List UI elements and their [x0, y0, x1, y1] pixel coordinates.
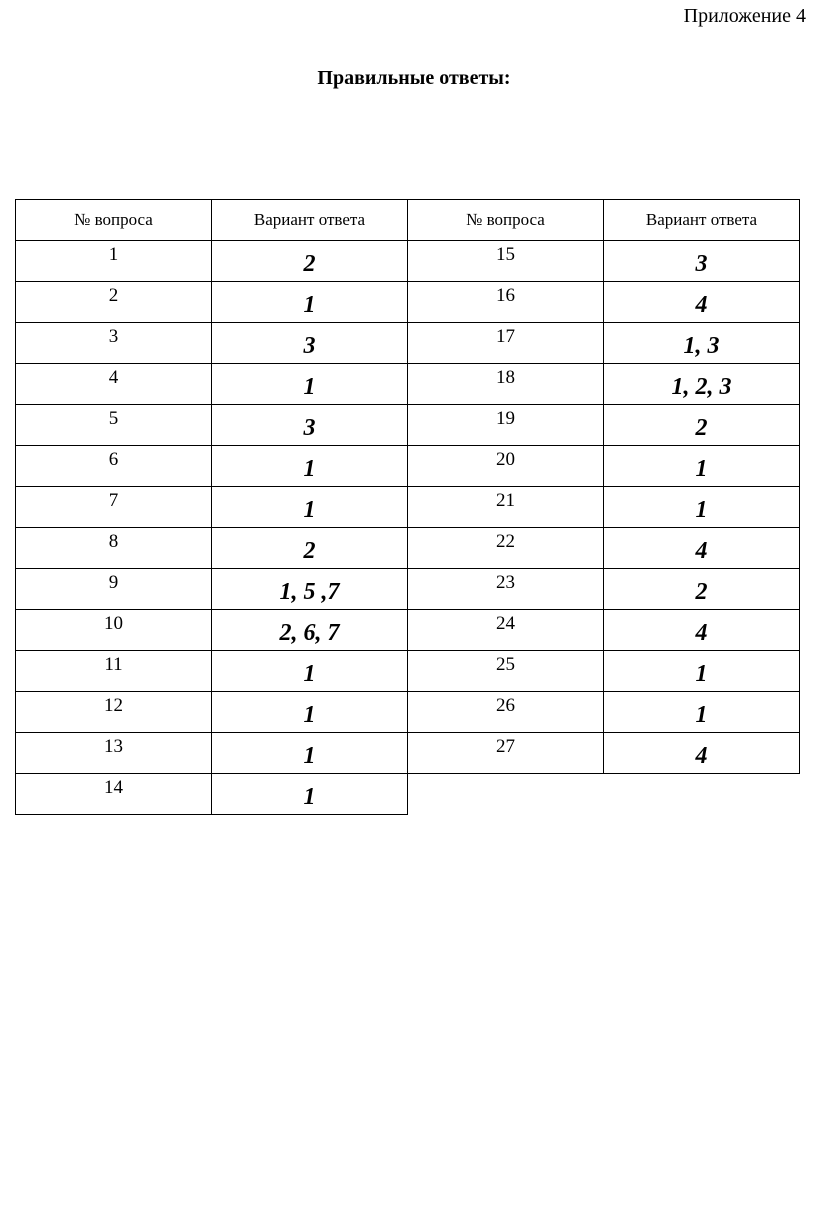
answer-value: 1	[303, 742, 316, 769]
answer-cell	[604, 364, 800, 405]
question-number: 26	[496, 695, 515, 716]
question-number-cell	[408, 364, 604, 405]
question-number: 24	[496, 613, 515, 634]
answer-cell	[604, 569, 800, 610]
question-number: 23	[496, 572, 515, 593]
answer-value: 3	[303, 332, 316, 359]
table-row	[16, 241, 800, 282]
table-row	[16, 569, 800, 610]
answer-cell	[604, 610, 800, 651]
question-number: 2	[108, 285, 119, 306]
answers-table	[15, 199, 800, 815]
table-row	[16, 282, 800, 323]
question-number-cell	[408, 733, 604, 774]
question-number-cell	[408, 569, 604, 610]
header-answer-option-left: Вариант ответа	[212, 200, 408, 241]
question-number-cell	[16, 282, 212, 323]
answer-value: 1	[303, 291, 316, 318]
question-number-cell	[16, 733, 212, 774]
question-number: 13	[104, 736, 123, 757]
answer-cell	[212, 774, 408, 815]
header-answer-option-right: Вариант ответа	[604, 200, 800, 241]
question-number-cell	[408, 323, 604, 364]
empty-cell	[604, 774, 800, 815]
answer-value: 1	[695, 455, 708, 482]
question-number: 20	[496, 449, 515, 470]
question-number-cell	[16, 323, 212, 364]
question-number-cell	[408, 446, 604, 487]
question-number: 27	[496, 736, 515, 757]
question-number: 6	[108, 449, 119, 470]
question-number-cell	[16, 569, 212, 610]
answer-value: 1, 3	[683, 332, 720, 359]
answer-cell	[212, 569, 408, 610]
answer-cell	[604, 692, 800, 733]
answer-cell	[604, 528, 800, 569]
answer-value: 1	[695, 660, 708, 687]
question-number-cell	[408, 692, 604, 733]
question-number-cell	[16, 446, 212, 487]
question-number: 25	[496, 654, 515, 675]
answer-value: 1	[303, 701, 316, 728]
answer-cell	[212, 446, 408, 487]
question-number-cell	[16, 364, 212, 405]
question-number: 21	[496, 490, 515, 511]
question-number-cell	[408, 487, 604, 528]
appendix-label: Приложение 4	[683, 5, 806, 27]
question-number: 7	[108, 490, 119, 511]
answer-cell	[212, 487, 408, 528]
answer-cell	[212, 692, 408, 733]
answer-value: 3	[695, 250, 708, 277]
answer-value: 2	[303, 250, 316, 277]
answer-cell	[604, 733, 800, 774]
answer-cell	[212, 405, 408, 446]
answer-value: 1, 2, 3	[671, 373, 732, 400]
answer-cell	[604, 487, 800, 528]
question-number-cell	[16, 528, 212, 569]
empty-cell	[408, 774, 604, 815]
answer-value: 2	[695, 578, 708, 605]
table-row	[16, 651, 800, 692]
table-header-row	[16, 200, 800, 241]
answer-value: 1	[303, 783, 316, 810]
answer-value: 3	[303, 414, 316, 441]
answer-cell	[604, 651, 800, 692]
question-number: 18	[496, 367, 515, 388]
question-number: 15	[496, 244, 515, 265]
question-number: 10	[104, 613, 123, 634]
question-number: 8	[108, 531, 119, 552]
answer-cell	[212, 733, 408, 774]
answer-cell	[212, 323, 408, 364]
answer-cell	[604, 282, 800, 323]
header-question-number-right: № вопроса	[408, 200, 604, 241]
answer-value: 4	[695, 291, 708, 318]
answer-value: 1	[303, 496, 316, 523]
answer-value: 4	[695, 742, 708, 769]
answer-cell	[212, 610, 408, 651]
question-number: 14	[104, 777, 123, 798]
answer-value: 4	[695, 619, 708, 646]
question-number-cell	[408, 651, 604, 692]
question-number-cell	[16, 241, 212, 282]
question-number: 9	[108, 572, 119, 593]
question-number-cell	[16, 487, 212, 528]
table-row	[16, 446, 800, 487]
question-number: 5	[108, 408, 119, 429]
answer-cell	[604, 405, 800, 446]
question-number-cell	[16, 405, 212, 446]
question-number-cell	[16, 692, 212, 733]
question-number: 16	[496, 285, 515, 306]
answer-cell	[212, 241, 408, 282]
table-row	[16, 528, 800, 569]
table-row	[16, 774, 800, 815]
question-number: 3	[108, 326, 119, 347]
question-number-cell	[408, 405, 604, 446]
answer-cell	[604, 446, 800, 487]
answer-cell	[212, 528, 408, 569]
table-row	[16, 405, 800, 446]
table-row	[16, 610, 800, 651]
question-number: 19	[496, 408, 515, 429]
question-number: 22	[496, 531, 515, 552]
question-number-cell	[16, 651, 212, 692]
table-row	[16, 364, 800, 405]
answer-cell	[212, 364, 408, 405]
table-row	[16, 692, 800, 733]
table-row	[16, 323, 800, 364]
answer-value: 1	[695, 496, 708, 523]
answer-value: 2, 6, 7	[279, 619, 340, 646]
answer-value: 1, 5 ,7	[279, 578, 340, 605]
question-number: 11	[104, 654, 123, 675]
answer-value: 1	[303, 373, 316, 400]
question-number-cell	[16, 610, 212, 651]
answer-cell	[604, 323, 800, 364]
question-number-cell	[408, 282, 604, 323]
question-number-cell	[408, 528, 604, 569]
question-number: 12	[104, 695, 123, 716]
answer-value: 2	[303, 537, 316, 564]
answer-value: 4	[695, 537, 708, 564]
answer-value: 1	[695, 701, 708, 728]
question-number: 17	[496, 326, 515, 347]
page-title: Правильные ответы:	[317, 67, 511, 89]
answer-value: 2	[695, 414, 708, 441]
table-row	[16, 733, 800, 774]
table-row	[16, 487, 800, 528]
answer-value: 1	[303, 660, 316, 687]
question-number: 1	[108, 244, 119, 265]
header-question-number-left: № вопроса	[16, 200, 212, 241]
question-number-cell	[408, 610, 604, 651]
question-number-cell	[16, 774, 212, 815]
answer-cell	[604, 241, 800, 282]
answer-cell	[212, 651, 408, 692]
question-number: 4	[108, 367, 119, 388]
answer-cell	[212, 282, 408, 323]
question-number-cell	[408, 241, 604, 282]
answer-value: 1	[303, 455, 316, 482]
